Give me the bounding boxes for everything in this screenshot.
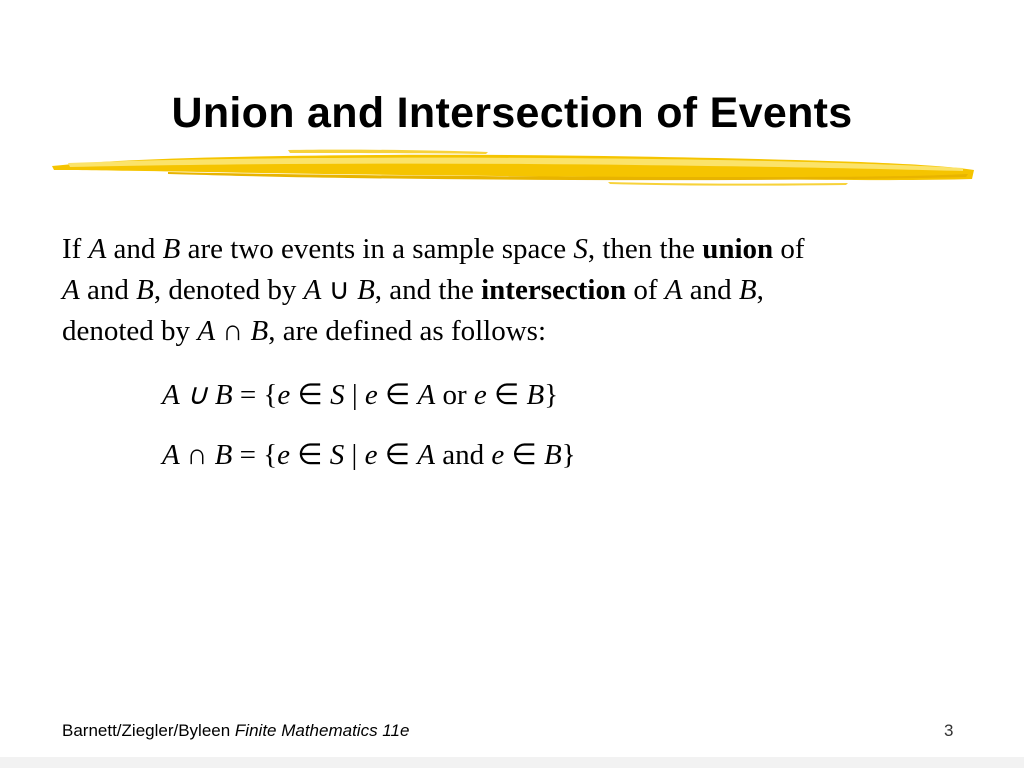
term-union: union (702, 233, 774, 265)
page-number: 3 (944, 721, 954, 740)
slide-title: Union and Intersection of Events (171, 89, 853, 137)
intersection-formula: A ∩ B = {e ∈ S | e ∈ A and e ∈ B} (162, 439, 576, 471)
bottom-band (0, 757, 1024, 768)
footer-citation: Barnett/Ziegler/Byleen Finite Mathematics 11e (62, 721, 410, 740)
highlighter-stroke (48, 146, 978, 188)
term-intersection: intersection (481, 274, 627, 306)
union-formula: A ∪ B = {e ∈ S | e ∈ A or e ∈ B} (162, 379, 559, 411)
definition-paragraph: If A and B are two events in a sample space S, then the union of A and B, denoted by A ∪ B, and the intersection of A and B, denoted by A ∩ B, are defined as follows: (62, 233, 805, 347)
